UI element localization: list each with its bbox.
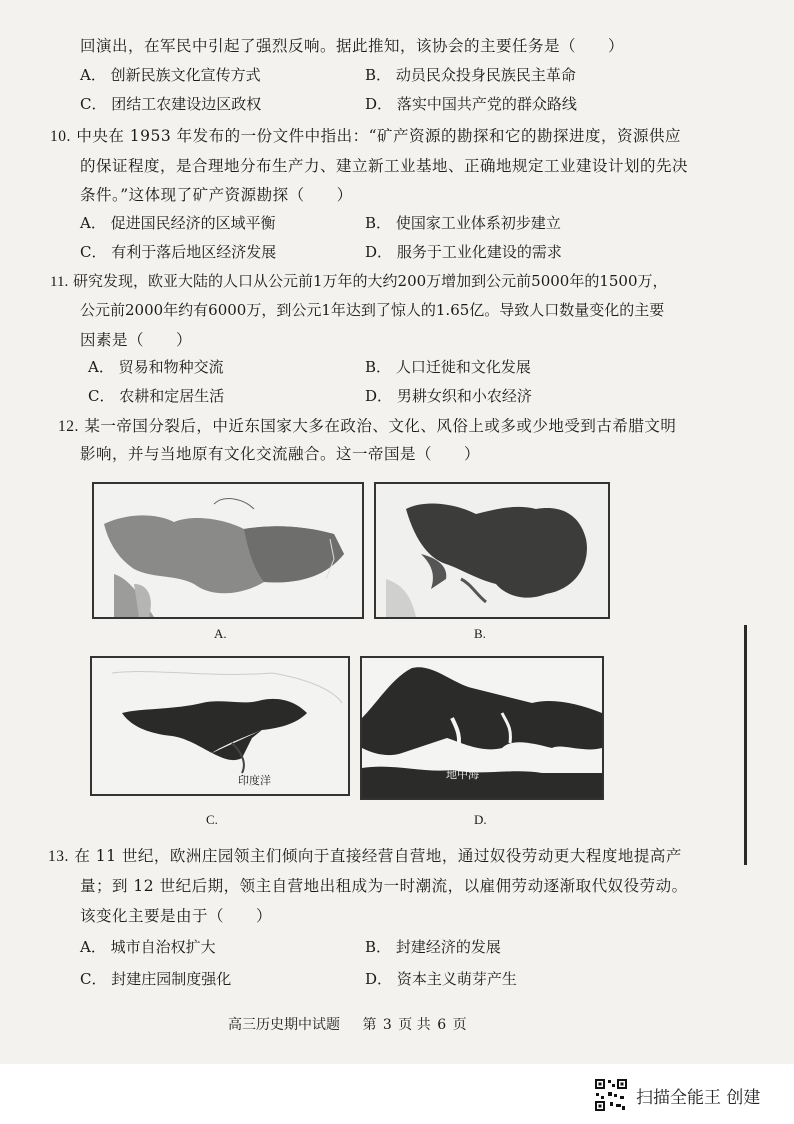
map-d-label: D. xyxy=(474,812,487,827)
map-b xyxy=(374,482,610,619)
q10-stem-line-2: 的保证程度，是合理地分布生产力、建立新工业基地、正确地规定工业建设计划的先决 xyxy=(80,157,689,175)
map-c-annotation: 印度洋 xyxy=(238,774,271,787)
map-b-label: B. xyxy=(474,626,486,641)
q11-option-d: D． 男耕女织和小农经济 xyxy=(365,387,532,405)
scanner-watermark xyxy=(594,1078,760,1112)
q10-option-d: D． 服务于工业化建设的需求 xyxy=(365,243,562,261)
map-a-graphic xyxy=(94,484,362,617)
q12-stem-line-2: 影响，并与当地原有文化交流融合。这一帝国是（ ） xyxy=(80,445,481,463)
q11-stem-line-2: 公元前2000年约有6000万，到公元1年达到了惊人的1.65亿。导致人口数量变化的主要 xyxy=(80,301,665,319)
q12-number: 12. xyxy=(58,418,79,435)
q11-option-b: B． 人口迁徙和文化发展 xyxy=(365,358,531,376)
q13-option-b: B． 封建经济的发展 xyxy=(365,938,501,956)
q13-option-c: C． 封建庄园制度强化 xyxy=(80,970,232,988)
q11-stem-line-1: 11. 研究发现，欧亚大陆的人口从公元前1万年的大约200万增加到公元前5000年的1500万， xyxy=(50,272,668,290)
exam-name: 高三历史期中试题 xyxy=(228,1017,340,1033)
q11-option-c: C． 农耕和定居生活 xyxy=(88,387,225,405)
map-a-label: A. xyxy=(214,626,227,641)
scan-edge-shadow xyxy=(744,625,747,865)
page-prefix: 第 xyxy=(362,1017,377,1033)
map-d xyxy=(360,656,604,800)
q13-stem-line-3: 该变化主要是由于（ ） xyxy=(80,907,273,925)
page-suffix: 页 xyxy=(452,1017,467,1033)
q13-number: 13. xyxy=(48,848,69,865)
map-a xyxy=(92,482,364,619)
q10-option-c: C． 有利于落后地区经济发展 xyxy=(80,243,277,261)
q11-number: 11. xyxy=(50,274,69,290)
q11-stem-line-3: 因素是（ ） xyxy=(80,331,193,349)
page-number: 3 xyxy=(382,1017,392,1033)
map-b-graphic xyxy=(376,484,608,617)
map-c xyxy=(90,656,350,796)
q9-option-c: C． 团结工农建设边区政权 xyxy=(80,95,262,113)
q9-option-b: B． 动员民众投身民族民主革命 xyxy=(365,66,576,84)
q13-stem-line-1: 13. 在 11 世纪，欧洲庄园领主们倾向于直接经营自营地，通过奴役劳动更大程度地提高产 xyxy=(48,847,682,865)
q13-option-d: D． 资本主义萌芽产生 xyxy=(365,970,517,988)
q10-option-a: A． 促进国民经济的区域平衡 xyxy=(80,214,276,232)
scanner-app-name: 扫描全能王 创建 xyxy=(636,1087,761,1108)
map-c-label: C. xyxy=(206,812,218,827)
qr-code-icon xyxy=(594,1078,628,1112)
q9-option-d: D． 落实中国共产党的群众路线 xyxy=(365,95,577,113)
q10-stem-line-1: 10. 中央在 1953 年发布的一份文件中指出：“矿产资源的勘探和它的勘探进度，资源供应 xyxy=(50,127,682,145)
q12-stem-line-1: 12. 某一帝国分裂后，中近东国家大多在政治、文化、风俗上或多或少地受到古希腊文明 xyxy=(58,417,677,435)
map-c-graphic xyxy=(92,658,348,794)
q10-option-b: B． 使国家工业体系初步建立 xyxy=(365,214,561,232)
q13-option-a: A． 城市自治权扩大 xyxy=(80,938,216,956)
q9-stem-continued: 回演出，在军民中引起了强烈反响。据此推知，该协会的主要任务是（ ） xyxy=(80,37,625,55)
q10-number: 10. xyxy=(50,128,71,145)
map-d-graphic xyxy=(362,658,602,798)
q9-option-a: A． 创新民族文化宣传方式 xyxy=(80,66,261,84)
q11-option-a: A． 贸易和物种交流 xyxy=(88,358,224,376)
page-mid: 页 共 xyxy=(398,1017,431,1033)
page-total: 6 xyxy=(437,1017,447,1033)
map-d-annotation: 地中海 xyxy=(446,768,479,781)
page-footer xyxy=(228,1014,469,1034)
q10-stem-line-3: 条件。”这体现了矿产资源勘探（ ） xyxy=(80,186,353,204)
q13-stem-line-2: 量；到 12 世纪后期，领主自营地出租成为一时潮流，以雇佣劳动逐渐取代奴役劳动。 xyxy=(80,877,688,895)
